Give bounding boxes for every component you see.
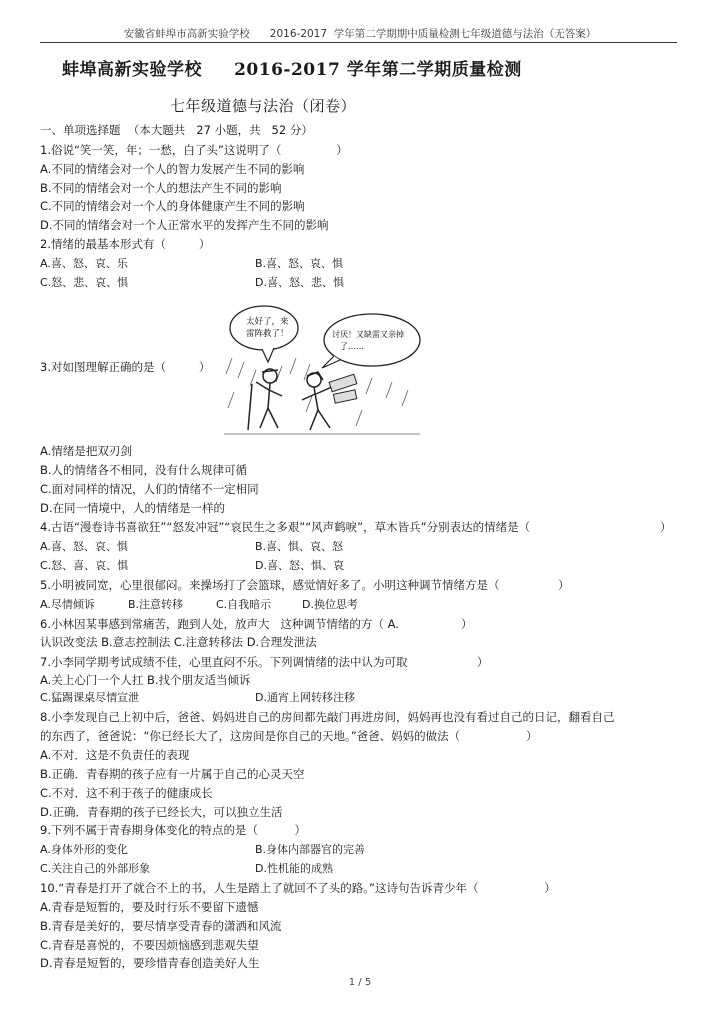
bubble-left-line-2: 雷阵救了！ [246,329,289,339]
cartoon-illustration [222,300,422,440]
q1-option-c: C.不同的情绪会对一个人的身体健康产生不同的影响 [40,199,305,213]
q8-option-b: B.正确．青春期的孩子应有一片属于自己的心灵天空 [40,767,305,781]
vendor-umbrella-bundle [329,374,357,403]
speech-bubble-right [324,314,420,366]
question-3: 3.对如图理解正确的是（ ） [40,360,211,374]
q10-option-b: B.青春是美好的，要尽情享受青春的潇洒和风流 [40,919,282,933]
question-9: 9.下列不属于青春期身体变化的特点的是（ ） [40,823,307,837]
q7-option-c: C.猛踢课桌尽情宣泄 [40,691,140,704]
q7-options-ab: A.关上心门一个人扛 B.找个朋友适当倾诉 [40,673,251,687]
q5-option-c: C.自我暗示 [216,598,272,611]
q6-options: 认识改变法 B.意志控制法 C.注意转移法 D.合理发泄法 [40,635,317,649]
q2-option-b: B.喜、怒、哀、惧 [255,257,344,270]
bubble-left-line-1: 太好了，来 [246,317,289,327]
q4-paren: ） [660,520,672,534]
q4-option-d: D.喜、怒、惧、哀 [255,559,344,572]
q9-option-c: C.关注自己的外部形象 [40,862,151,875]
q4-option-b: B.喜、惧、哀、怒 [255,540,344,553]
q2-option-d: D.喜、怒、悲、惧 [255,276,344,289]
question-5: 5.小明被同宽，心里很郁闷。来操场打了会篮球，感觉情好多了。小明这种调节情绪方是（ ） [40,578,570,592]
q4-option-c: C.怒、喜、哀、惧 [40,559,129,572]
question-6: 6.小林因某事感到常痛苦，跑到人处，放声大 这种调节情绪的方（ A. ） [40,617,473,631]
q10-option-d: D.青春是短暂的，要珍惜青春创造美好人生 [40,956,260,970]
question-7: 7.小李同学期考试成绩不佳，心里直闷不乐。下列调情绪的法中认为可取 ） [40,655,489,669]
question-8: 8.小李发现自己上初中后，爸爸、妈妈进自己的房间都先敲门再进房间，妈妈再也没有看过自己的日记，翻看自己 [40,710,615,724]
q5-option-d: D.换位思考 [302,598,358,611]
figure-vendor [302,372,334,430]
q9-option-b: B.身体内部器官的完善 [255,843,366,856]
q9-option-d: D.性机能的成熟 [255,862,333,875]
q8-option-d: D.正确．青春期的孩子已经长大，可以独立生活 [40,805,283,819]
q3-option-c: C.面对同样的情况，人们的情绪不一定相同 [40,482,259,496]
section-heading: 一、单项选择题 （本大题共 27 小题，共 52 分） [40,123,313,137]
q8-option-a: A.不对．这是不负责任的表现 [40,748,190,762]
q1-option-d: D.不同的情绪会对一个人正常水平的发挥产生不同的影响 [40,218,329,232]
question-1: 1.俗说“笑一笑，年；一愁，白了头”这说明了（ ） [40,143,348,157]
q3-option-a: A.情绪是把双刃剑 [40,444,132,458]
q5-option-a: A.尽情倾诉 [40,598,95,611]
question-8-cont: 的东西了，爸爸说：“你已经长大了，这房间是你自己的天地。”爸爸、妈妈的做法（ ） [40,729,538,743]
q7-option-d: D.通宵上网转移注移 [255,691,355,704]
q3-option-d: D.在同一情境中，人的情绪是一样的 [40,501,226,515]
page-header: 安徽省蚌埠市高新实验学校 2016-2017 学年第二学期期中质量检测七年级道德与法治（无答案） [123,28,597,40]
header-divider [40,42,677,43]
q8-option-c: C.不对．这不利于孩子的健康成长 [40,786,213,800]
q2-option-a: A.喜、怒、哀、乐 [40,257,128,270]
q4-option-a: A.喜、怒、哀、惧 [40,540,128,553]
q10-option-a: A.青春是短暂的，要及时行乐不要留下遗憾 [40,900,259,914]
bubble-right-line-1: 讨厌！又缺雷又亲掉 [332,330,404,339]
speech-bubble-left [230,306,298,350]
exam-title: 蚌埠高新实验学校 2016-2017 学年第二学期质量检测 [62,60,522,80]
page-number: 1 / 5 [348,977,372,988]
q10-option-c: C.青春是喜悦的，不要因烦恼感到悲观失望 [40,938,259,952]
q1-option-b: B.不同的情绪会对一个人的想法产生不同的影响 [40,181,282,195]
question-10: 10.“青春是打开了就合不上的书，人生是踏上了就回不了头的路。”这诗句告诉青少年（ ） [40,881,556,895]
rain-lines [226,358,408,426]
question-4: 4.古语“漫卷诗书喜欲狂”“怒发冲冠”“哀民生之多艰”“风声鹤唳”，草木皆兵”分别表达的情绪是（ [40,520,531,534]
q2-option-c: C.怒、悲、哀、惧 [40,276,129,289]
q1-option-a: A.不同的情绪会对一个人的智力发展产生不同的影响 [40,162,305,176]
q5-option-b: B.注意转移 [128,598,184,611]
question-2: 2.情绪的最基本形式有（ ） [40,237,211,251]
q3-option-b: B.人的情绪各不相同，没有什么规律可循 [40,463,248,477]
bubble-right-line-2: 了…… [340,342,364,351]
exam-subtitle: 七年级道德与法治（闭卷） [170,97,357,115]
q9-option-a: A.身体外形的变化 [40,843,128,856]
